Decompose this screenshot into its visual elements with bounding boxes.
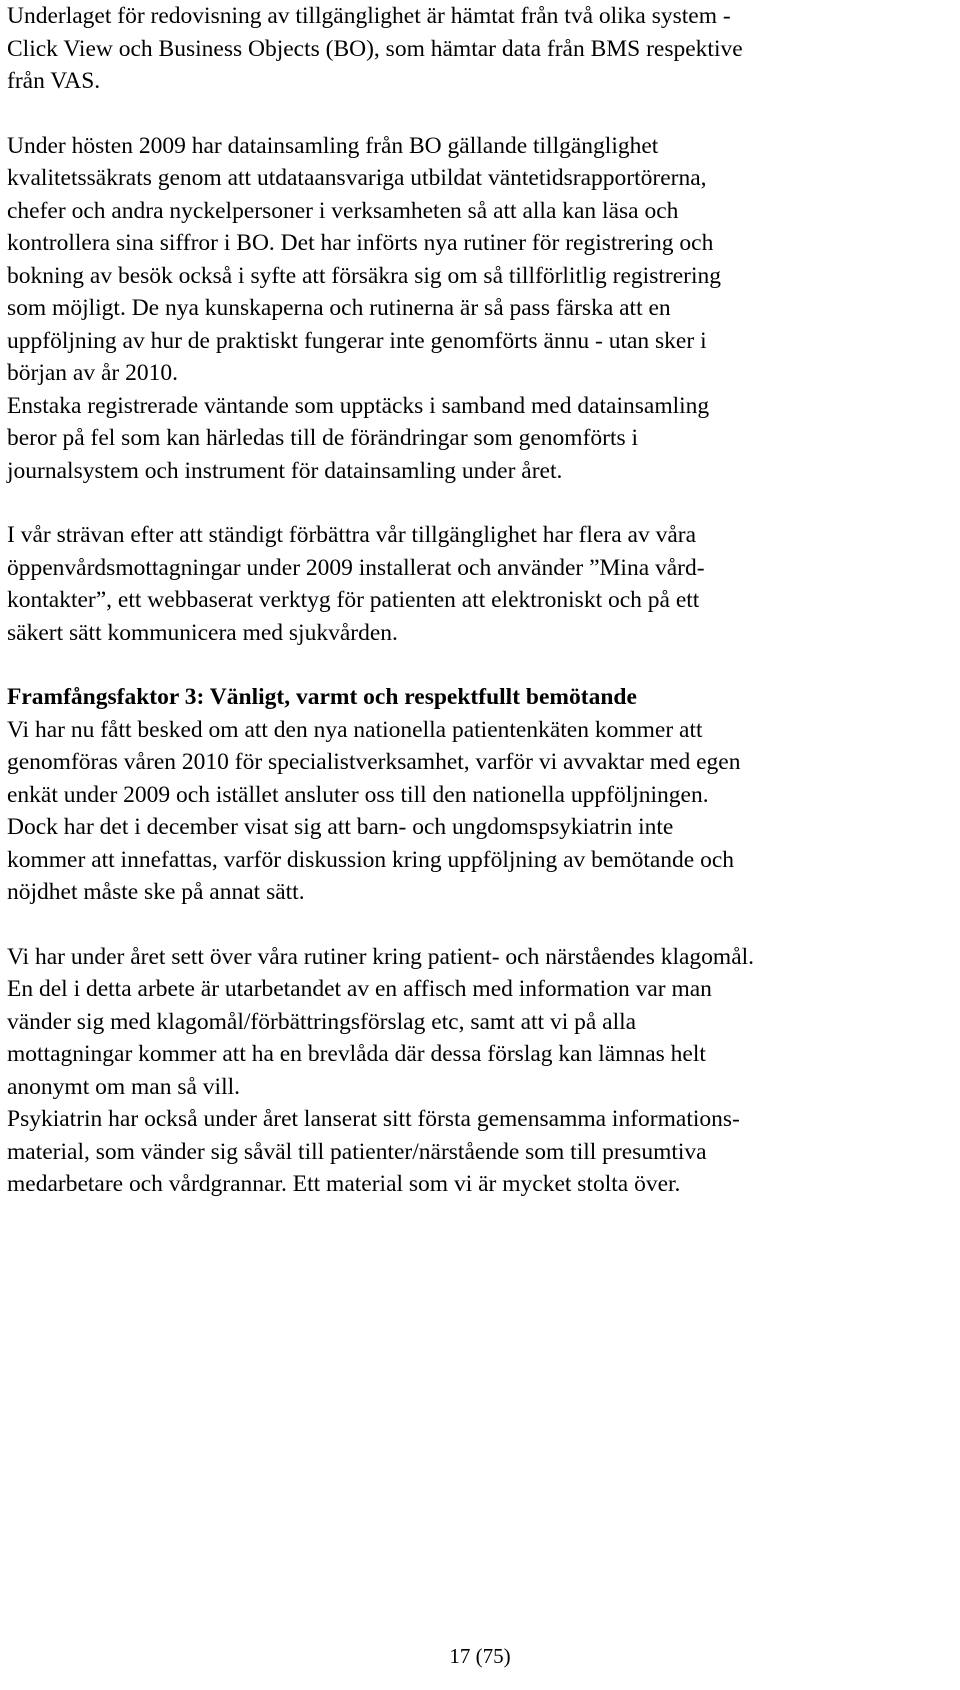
paragraph-data-sources: Underlaget för redovisning av tillgänglighet är hämtat från två olika system - Click View och Business Objects (BO), som hämtar data från BMS respektive från VAS.	[7, 3, 743, 94]
paragraph-gap	[7, 487, 957, 519]
paragraph-gap	[7, 909, 957, 941]
paragraph-child-psychiatry: Dock har det i december visat sig att barn- och ungdomspsykiatrin inte kommer att innefattas, varför diskussion kring uppföljning av bemötande och nöjdhet måste ske på annat sätt.	[7, 814, 735, 905]
paragraph-complaints-routines: Vi har under året sett över våra rutiner kring patient- och närståendes klagomål. En del i detta arbete är utarbetandet av en affisch med information var man vänder sig med klagomål/förbättringsförslag etc, samt att vi på alla mottagningar kommer att ha en brevlåda där dessa förslag kan lämnas helt anonymt om man så vill.	[7, 943, 755, 1100]
paragraph-gap	[7, 649, 957, 681]
paragraph-mina-vardkontakter: I vår strävan efter att ständigt förbättra vår tillgänglighet har flera av våra öppenvårdsmottagningar under 2009 installerat och använder ”Mina vård- kontakter”, ett webbaserat verktyg för patienten att elektroniskt och på ett säkert sätt kommunicera med sjukvården.	[7, 522, 705, 646]
paragraph-information-material: Psykiatrin har också under året lanserat sitt första gemensamma informations- material, som vänder sig såväl till patienter/närstående som till presumtiva medarbetare och vårdgrannar. Ett material som vi är mycket stolta över.	[7, 1106, 740, 1197]
section-heading: Framfångsfaktor 3: Vänligt, varmt och respektfullt bemötande	[7, 684, 637, 710]
document-body	[7, 0, 957, 1201]
paragraph-gap	[7, 98, 957, 130]
paragraph-registered-waiting: Enstaka registrerade väntande som upptäcks i samband med datainsamling beror på fel som kan härledas till de förändringar som genomförts i journalsystem och instrument för datainsamling under året.	[7, 392, 710, 484]
page-number: 17 (75)	[449, 1644, 511, 1668]
paragraph-quality-assurance: Under hösten 2009 har datainsamling från BO gällande tillgänglighet kvalitetssäkrats genom att utdataansvariga utbildat väntetidsrapportörerna, chefer och andra nyckelpersoner i verksamheten så att alla kan läsa och kontrollera sina siffror i BO. Det har införts nya rutiner för registrering och bokning av besök också i syfte att försäkra sig om så tillförlitlig registrering som möjligt. De nya kunskaperna och rutinerna är så pass färska att en uppföljning av hur de praktiskt fungerar inte genomförts ännu - utan sker i början av år 2010.	[7, 132, 721, 386]
paragraph-patient-survey: Vi har nu fått besked om att den nya nationella patientenkäten kommer att genomföras våren 2010 för specialistverksamhet, varför vi avvaktar med egen enkät under 2009 och istället ansluter oss till den nationella uppföljningen.	[7, 716, 741, 808]
